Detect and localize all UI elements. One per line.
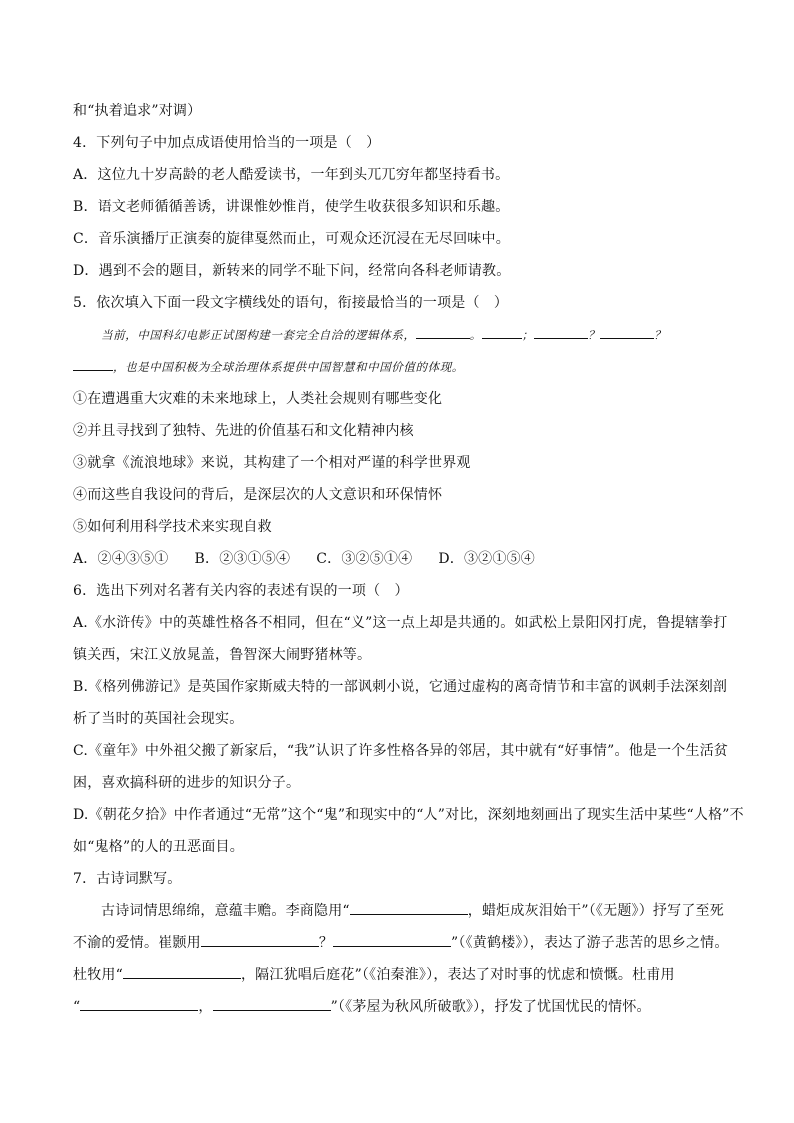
poem-text: ”（《黄鹤楼》），表达了游子悲苦的思乡之情。 (451, 935, 729, 951)
question-7-line-2 (73, 927, 729, 959)
answer-blank (123, 962, 241, 979)
continued-line: 和“执着追求”对调） (73, 103, 202, 119)
question-6-option-a-line-1: A.《水浒传》中的英雄性格各不相同，但在“义”这一点上却是共通的。如武松上景阳冈打虎，鲁提辖拳打 (73, 615, 728, 631)
poem-text: “ (73, 999, 81, 1015)
question-7-line-4 (73, 991, 723, 1023)
question-6-option-b-line-2: 析了当时的英国社会现实。 (73, 711, 244, 727)
passage-punct: ？ (587, 328, 600, 342)
question-5-passage-line-2 (73, 351, 723, 383)
answer-blank (80, 994, 198, 1011)
question-5-options (73, 543, 723, 575)
poem-text: ？ (318, 935, 334, 951)
question-5-option-b: B．②③①⑤④ (194, 551, 291, 567)
question-6-option-a-line-2: 镇关西，宋江义放晁盖，鲁智深大闹野猪林等。 (73, 647, 372, 663)
answer-blank (416, 322, 470, 339)
answer-blank (213, 994, 331, 1011)
poem-text: 古诗词情思绵绵，意蕴丰赡。李商隐用“ (101, 903, 350, 919)
question-7-line-3 (73, 959, 723, 991)
answer-blank (534, 322, 588, 339)
question-4-option-a: A．这位九十岁高龄的老人酷爱读书，一年到头兀兀穷年都坚持看书。 (73, 167, 510, 183)
question-5-sentence-4: ④而这些自我设问的背后，是深层次的人文意识和环保情怀 (73, 487, 443, 503)
question-4-option-b: B．语文老师循循善诱，讲课惟妙惟肖，使学生收获很多知识和乐趣。 (73, 199, 510, 215)
question-5-option-a: A．②④③⑤① (73, 551, 169, 567)
passage-text: 当前，中国科幻电影正试图构建一套完全自洽的逻辑体系， (101, 328, 416, 342)
answer-blank (73, 354, 113, 371)
answer-blank (482, 322, 522, 339)
question-5-passage-line-1 (73, 319, 723, 351)
passage-text: ，也是中国积极为全球治理体系提供中国智慧和中国价值的体现。 (113, 360, 464, 374)
question-6-option-d-line-2: 如“鬼格”的人的丑恶面目。 (73, 839, 244, 855)
poem-text: ， (198, 999, 213, 1015)
poem-text: 不渝的爱情。崔颢用 (73, 935, 201, 951)
question-4-stem: 4．下列句子中加点成语使用恰当的一项是（ ） (73, 135, 381, 151)
passage-punct: ？ (653, 328, 667, 342)
question-5-option-c: C．③②⑤①④ (316, 551, 413, 567)
question-6-option-d-line-1: D.《朝花夕拾》中作者通过“无常”这个“鬼”和现实中的“人”对比，深刻地刻画出了现实生活中某些“人格”不 (73, 807, 744, 823)
passage-punct: ； (521, 328, 534, 342)
question-4-option-d: D．遇到不会的题目，新转来的同学不耻下问，经常向各科老师请教。 (73, 263, 511, 279)
poem-text: ，蜡炬成灰泪始干”（《无题》）抒写了至死 (467, 903, 724, 919)
question-5-sentence-5: ⑤如何利用科学技术来实现自救 (73, 519, 272, 535)
question-6-option-b-line-1: B.《格列佛游记》是英国作家斯威夫特的一部讽刺小说，它通过虚构的离奇情节和丰富的讽刺手法深刻剖 (73, 679, 728, 695)
question-5-option-d: D．③②①⑤④ (438, 551, 535, 567)
answer-blank (201, 930, 319, 947)
document-page (73, 95, 744, 1023)
passage-punct: 。 (469, 328, 482, 342)
poem-text: ，隔江犹唱后庭花”（《泊秦淮》），表达了对时事的忧虑和愤慨。杜甫用 (240, 967, 675, 983)
question-6-option-c-line-2: 困，喜欢搞科研的进步的知识分子。 (73, 775, 301, 791)
question-5-stem: 5．依次填入下面一段文字横线处的语句，衔接最恰当的一项是（ ） (73, 295, 509, 311)
answer-blank (600, 322, 654, 339)
question-4-option-c: C．音乐演播厅正演奏的旋律戛然而止，可观众还沉浸在无尽回味中。 (73, 231, 510, 247)
question-7-line-1 (73, 895, 723, 927)
poem-text: ”（《茅屋为秋风所破歌》），抒发了忧国忧民的情怀。 (330, 999, 651, 1015)
answer-blank (350, 898, 468, 915)
question-5-sentence-3: ③就拿《流浪地球》来说，其构建了一个相对严谨的科学世界观 (73, 455, 471, 471)
question-6-stem: 6．选出下列对名著有关内容的表述有误的一项（ ） (73, 583, 409, 599)
question-6-option-c-line-1: C.《童年》中外祖父搬了新家后，“我”认识了许多性格各异的邻居，其中就有“好事情”。他是一个生活贫 (73, 743, 729, 759)
poem-text: 杜牧用“ (73, 967, 123, 983)
question-7-stem: 7．古诗词默写。 (73, 871, 182, 887)
answer-blank (333, 930, 451, 947)
question-5-sentence-2: ②并且寻找到了独特、先进的价值基石和文化精神内核 (73, 423, 414, 439)
question-5-sentence-1: ①在遭遇重大灾难的未来地球上，人类社会规则有哪些变化 (73, 391, 443, 407)
